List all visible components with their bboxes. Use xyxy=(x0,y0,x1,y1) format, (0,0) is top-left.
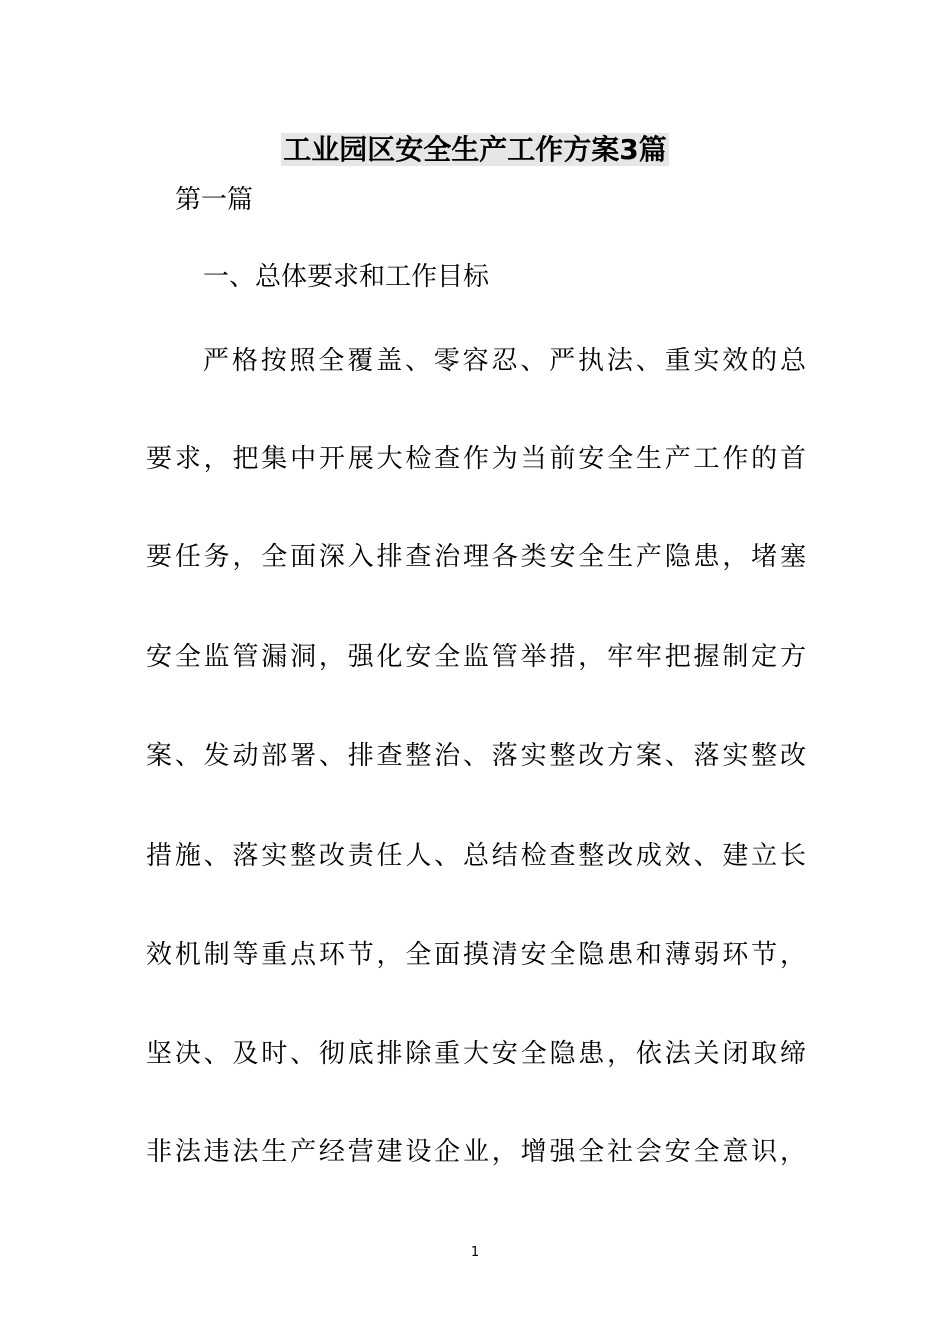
paragraph-line: 效机制等重点环节，全面摸清安全隐患和薄弱环节， xyxy=(146,940,806,970)
paragraph-line: 严格按照全覆盖、零容忍、严执法、重实效的总 xyxy=(203,346,806,376)
paragraph-line: 措施、落实整改责任人、总结检查整改成效、建立长 xyxy=(146,841,806,871)
paragraph-line: 坚决、及时、彻底排除重大安全隐患，依法关闭取缔 xyxy=(146,1039,806,1069)
paragraph-line: 要求，把集中开展大检查作为当前安全生产工作的首 xyxy=(146,444,806,474)
paragraph-line: 安全监管漏洞，强化安全监管举措，牢牢把握制定方 xyxy=(146,642,806,672)
paragraph-line: 非法违法生产经营建设企业，增强全社会安全意识， xyxy=(146,1137,806,1167)
document-title-text: 工业园区安全生产工作方案3篇 xyxy=(283,133,667,166)
document-title xyxy=(0,130,950,170)
page-number: 1 xyxy=(470,1245,480,1260)
paragraph-line: 要任务，全面深入排查治理各类安全生产隐患，堵塞 xyxy=(146,542,806,572)
section-label: 第一篇 xyxy=(175,185,254,215)
section-heading: 一、总体要求和工作目标 xyxy=(203,262,490,292)
paragraph-line: 案、发动部署、排查整治、落实整改方案、落实整改 xyxy=(146,741,806,771)
